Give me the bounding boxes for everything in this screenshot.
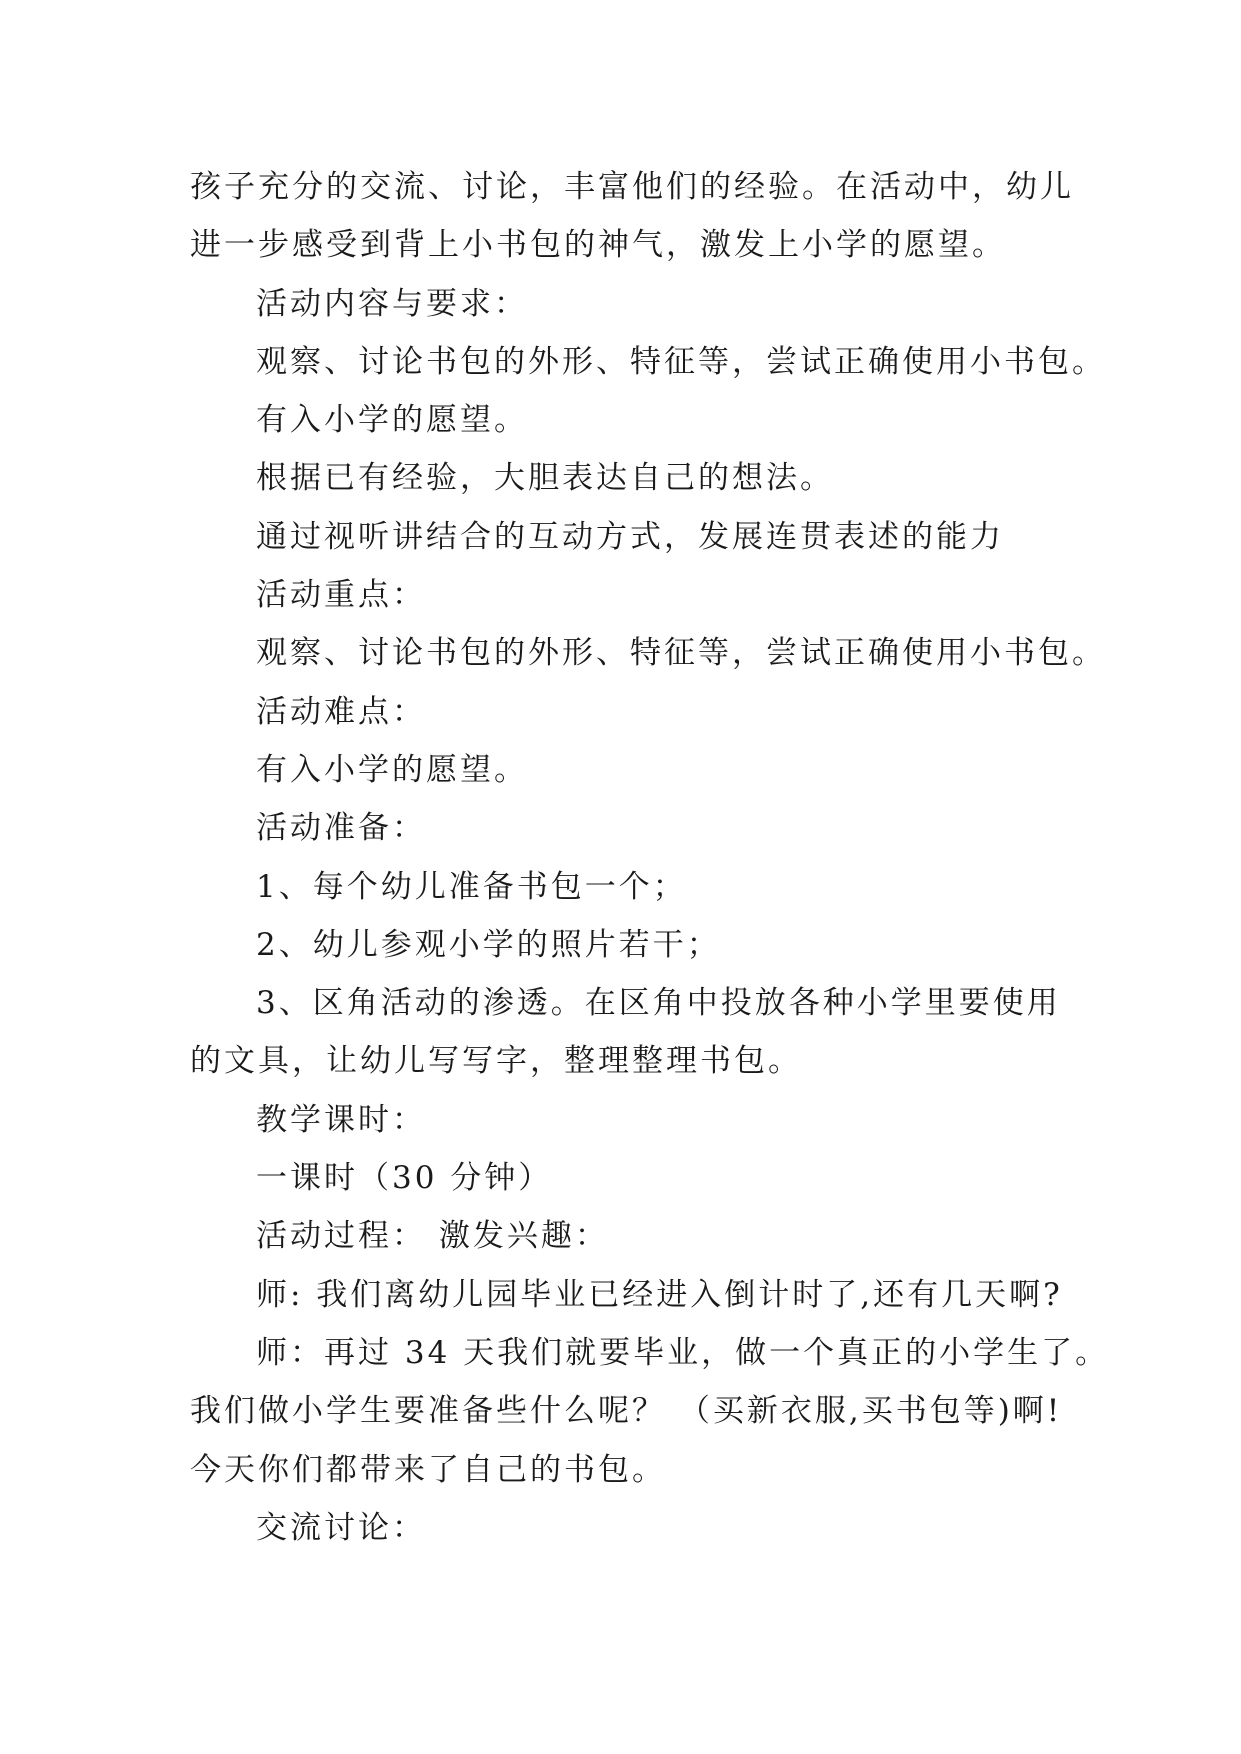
section-heading: 活动难点： — [256, 693, 426, 730]
text-line: 有入小学的愿望。 — [256, 402, 528, 439]
list-item: 1、每个幼儿准备书包一个； — [256, 868, 687, 905]
section-heading: 活动重点： — [256, 577, 426, 614]
text-line: 今天你们都带来了自己的书包。 — [190, 1451, 666, 1488]
section-heading: 活动过程： 激发兴趣： — [256, 1218, 609, 1255]
section-heading: 活动内容与要求： — [256, 285, 528, 322]
section-heading: 交流讨论： — [256, 1509, 426, 1546]
section-heading: 活动准备： — [256, 810, 426, 847]
text-line: 有入小学的愿望。 — [256, 751, 528, 788]
text-line: 师: 我们离幼儿园毕业已经进入倒计时了,还有几天啊? — [256, 1276, 1063, 1313]
text-line: 根据已有经验，大胆表达自己的想法。 — [256, 460, 834, 497]
text-line: 观察、讨论书包的外形、特征等，尝试正确使用小书包。 — [256, 635, 1106, 672]
document-body — [190, 158, 1110, 1557]
list-item: 3、区角活动的渗透。在区角中投放各种小学里要使用 — [256, 985, 1061, 1022]
text-line: 师：再过 34 天我们就要毕业，做一个真正的小学生了。 — [256, 1334, 1110, 1371]
section-heading: 教学课时： — [256, 1101, 426, 1138]
text-line: 进一步感受到背上小书包的神气，激发上小学的愿望。 — [190, 227, 1006, 264]
text-line: 孩子充分的交流、讨论，丰富他们的经验。在活动中，幼儿 — [190, 169, 1074, 205]
text-line: 通过视听讲结合的互动方式，发展连贯表述的能力 — [256, 518, 1004, 555]
list-item: 2、幼儿参观小学的照片若干； — [256, 926, 721, 963]
text-line: 的文具，让幼儿写写字，整理整理书包。 — [190, 1043, 802, 1080]
text-line: 观察、讨论书包的外形、特征等，尝试正确使用小书包。 — [256, 343, 1106, 380]
text-line: 我们做小学生要准备些什么呢？ （买新衣服,买书包等)啊! — [190, 1393, 1063, 1430]
text-line: 一课时（30 分钟） — [256, 1160, 553, 1197]
